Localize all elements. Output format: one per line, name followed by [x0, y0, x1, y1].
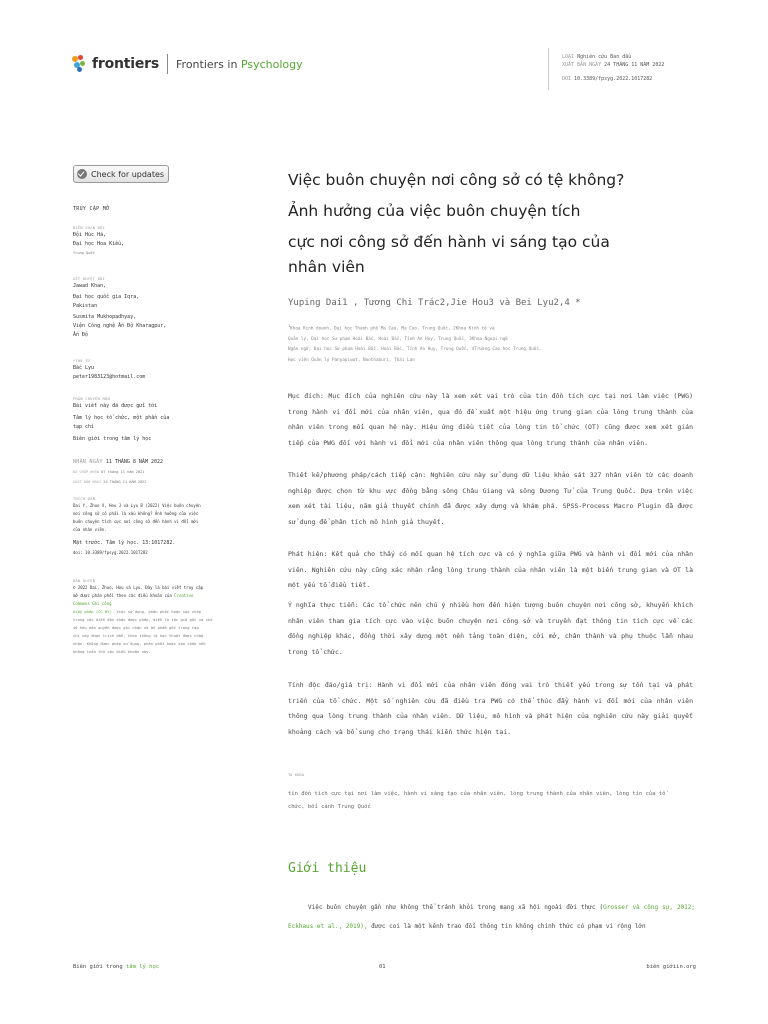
editor-name: Đội Húc Hà,	[73, 232, 107, 238]
citation-line: buôn chuyện tích cực nơi công sở đến hành vi đổi mới	[73, 519, 199, 524]
footer-site-link[interactable]: biên giớiin.org	[646, 964, 696, 970]
author-list: Yuping Dai1 , Tương Chi Trác2,Jie Hou3 và Bei Lyu2,4 *	[288, 298, 581, 308]
received-date	[73, 458, 223, 467]
citation-line: nơi công sở có phải là xấu không? Ảnh hưởng của việc	[73, 511, 199, 516]
check-for-updates-label: Check for updates	[91, 169, 165, 179]
license-line: trong các diễn đàn khác được phép, miễn là tác giả gốc và chủ	[73, 617, 213, 622]
reviewer-affiliation: Viện Công nghệ Ấn Độ Kharagpur,	[73, 323, 167, 329]
section-label: TRÍCH DẪN	[73, 497, 96, 501]
header-divider	[548, 48, 549, 90]
section-label: XÉT DUYỆT BỞI	[73, 277, 106, 281]
affiliation-line: Quản lý, Đại học Sư phạm Hoài Bắc, Hoài Bắc, Tỉnh An Huy, Trung Quốc, 3Khoa Ngoại ngữ	[288, 336, 508, 342]
edited-by-section	[73, 225, 223, 258]
checkmark-icon	[77, 169, 87, 179]
editor-country: Trung Quốc	[73, 251, 95, 255]
affiliations	[288, 321, 658, 366]
meta-key: XUẤT BẢN NGÀY	[562, 62, 602, 68]
journal-prefix: Frontiers in	[176, 57, 241, 71]
reviewer-name: Jawad Khan,	[73, 283, 107, 289]
license-line: sở hữu bản quyền được ghi nhận và ấn phẩm gốc trong tạp	[73, 625, 199, 630]
footer-prefix: Biên giới trong	[73, 964, 126, 970]
date-value: 24 THÁNG 11 NĂM 2022	[103, 480, 147, 484]
specialty-line: Tâm lý học tổ chức, một phần của	[73, 415, 170, 421]
abstract-implications: Ý nghĩa thực tiễn: Các tổ chức nên chú ý nhiều hơn đến hiện tượng buôn chuyện nơi công sở, khuyến khích nhân viên tham gia tích cực vào việc buôn chuyện nơi công sở và truyền đạt thông tin tích cực về các đồng nghiệp khác, đồng thời xây dựng một nền tảng toàn diện, cởi mở, chân thành và phụ thuộc lẫn nhau trong tổ chức.	[288, 601, 693, 656]
meta-value: 24 THÁNG 11 NĂM 2022	[604, 62, 665, 68]
logo-divider	[167, 54, 168, 74]
section-label: BIÊN SOẠN BỞI	[73, 226, 106, 230]
affiliation-line: Học viện Quản lý Panyapiwat, Nonthaburi, Thái Lan	[288, 357, 415, 363]
copyright-text: mở được phân phối theo các điều khoản của	[73, 593, 172, 598]
meta-key: DOI	[562, 76, 572, 82]
abstract-purpose: Mục đích: Mục đích của nghiên cứu này là xem xét vai trò của tin đồn tích cực tại nơi làm việc (PWG) trong hành vi đổi mới của nhân viên, qua đó đề xuất một hiệu ứng trung gian của lòng trung thành của nhân viên trong mối quan hệ này. Hiệu ứng điều tiết của lòng tin tổ chức (OT) cũng được xem xét gián tiếp của PWG đối với hành vi đổi mới của nhân viên thông qua lòng trung thành của nhân viên.	[288, 392, 693, 447]
affiliation-number: 1	[288, 324, 291, 328]
keywords: tin đồn tích cực tại nơi làm việc, hành vi sáng tạo của nhân viên, lòng trung thành của nhân viên, lòng tin của tổ chức, bối cảnh Trung Quốc	[288, 791, 666, 810]
date-label: XUẤT BẢN NGÀY	[73, 480, 102, 484]
journal-name	[176, 58, 303, 71]
brand-name: frontiers	[92, 56, 160, 72]
reviewer-affiliation: Đại học quốc gia Iqra,	[73, 294, 140, 300]
accepted-date	[73, 468, 223, 477]
section-label: BẢN QUYỀN	[73, 579, 96, 583]
article-title-line: nhân viên	[288, 258, 365, 276]
citation-line: Dai Y, Zhuo X, Hou J và Lyu B (2022) Việc buôn chuyện	[73, 503, 201, 508]
copyright-section	[73, 578, 223, 656]
doi	[562, 77, 652, 82]
introduction-heading: Giới thiệu	[288, 861, 367, 876]
introduction-paragraph	[288, 898, 695, 936]
license-line: chí này được trích dẫn, theo thông lệ học thuật được chấp	[73, 633, 204, 638]
specialty-line: Bài viết này đã được gửi tới	[73, 403, 158, 409]
meta-value: 10.3389/fpsyg.2022.1017282	[574, 76, 653, 82]
reviewed-by-section	[73, 276, 223, 340]
abstract-findings: Phát hiện: Kết quả cho thấy có mối quan hệ tích cực và có ý nghĩa giữa PWG và hành vi đổi mới của nhân viên. Nghiên cứu này cũng xác nhận rằng lòng trung thành của nhân viên là một biến trung gian và OT là một yếu tố điều tiết.	[288, 550, 693, 590]
abstract-design: Thiết kế/phương pháp/cách tiếp cận: Nghiên cứu này sử dụng dữ liệu khảo sát 327 nhân viên từ các doanh nghiệp được chọn từ khu vực đồng bằng sông Châu Giang và sông Dương Tử của Trung Quốc. Dựa trên việc xem xét tài liệu, năm giả thuyết chính đã được xây dựng và khám phá. SPSS-Process Macro Plugin đã được sử dụng để phân tích mô hình giả thuyết.	[288, 471, 693, 526]
frontiers-logo[interactable]	[72, 54, 303, 74]
article-title-line: Ảnh hưởng của việc buôn chuyện tích	[288, 202, 581, 220]
section-label: *THƯ TỪ	[73, 359, 91, 363]
article-title-line: cực nơi công sở đến hành vi sáng tạo của	[288, 233, 610, 251]
footer-journal-link[interactable]: tâm lý học	[125, 964, 160, 970]
open-access-label: TRUY CẬP MỞ	[73, 206, 110, 212]
article-type	[562, 55, 631, 60]
section-label: PHẦN CHUYÊN MÔN	[73, 397, 110, 401]
meta-value: Nghiên cứu Ban đầu	[577, 54, 632, 60]
specialty-line: Biên giới trong tâm lý học	[73, 436, 152, 442]
affiliation-line	[288, 321, 658, 335]
intro-text: Việc buôn chuyện gần như không thể tránh khỏi trong mạng xã hội ngoài đời thực (	[308, 904, 604, 911]
correspondence-section	[73, 358, 223, 382]
license-line: không tuân thủ các điều khoản này.	[73, 649, 151, 654]
page-number: 01	[379, 964, 386, 970]
published-date	[73, 478, 223, 487]
publish-date	[562, 63, 664, 68]
date-value: 07 tháng 11 năm 2021	[101, 470, 145, 474]
frontiers-logo-icon	[72, 55, 88, 73]
meta-key: LOẠI	[562, 54, 575, 60]
specialty-section	[73, 396, 223, 444]
specialty-line: tạp chí	[73, 424, 95, 430]
editor-affiliation: Đại học Hoa Kiều,	[73, 241, 125, 247]
citation-link[interactable]: Grosser và cộng sự, 2012; Eckhaus et al., 2019),	[288, 904, 696, 930]
date-label: NHẬN NGÀY	[73, 459, 103, 465]
check-for-updates-button[interactable]	[73, 165, 169, 183]
license-line: nhận. Không được phép sử dụng, phân phối hoặc sao chép nếu	[73, 641, 206, 646]
creative-commons-link[interactable]: Commons Ghi công	[73, 601, 112, 606]
correspondent-name: Bắc Lyu	[73, 365, 95, 371]
citation-section	[73, 496, 223, 557]
reviewer-country: Ấn Độ	[73, 332, 89, 338]
date-label: ĐÃ CHẤP NHẬN	[73, 470, 99, 474]
affiliation-text: Khoa Kinh doanh, Đại học Thành phố Ma Cao, Ma Cao, Trung Quốc, 2Khoa Kinh tế và	[290, 326, 495, 332]
creative-commons-link[interactable]: Creative	[174, 593, 194, 598]
copyright-line: © 2022 Dai, Zhuo, Hou và Lyu. Đây là bài viết truy cập	[73, 585, 204, 590]
correspondent-email[interactable]: peter1983123@hotmail.com	[73, 374, 146, 380]
intro-text: được coi là một kênh trao đổi thông tin không chính thức có phạm vi rộng lớn	[367, 923, 646, 930]
article-title-line: Việc buôn chuyện nơi công sở có tệ không?	[288, 171, 625, 189]
journal-subject: Psychology	[240, 57, 303, 71]
date-value: 11 THÁNG 8 NĂM 2022	[105, 459, 164, 465]
copyright-line	[73, 592, 223, 600]
affiliation-line: Ngôn ngữ, Đại học Sư phạm Hoài Bắc, Hoài Bắc, Tỉnh An Huy, Trung Quốc, 4Trường Cao học Trung Quốc,	[288, 347, 542, 353]
reviewer-country: Pakistan	[73, 303, 98, 309]
footer-journal	[73, 964, 159, 970]
keywords-label: TỪ KHÓA	[288, 772, 305, 777]
abstract-originality: Tính độc đáo/giá trị: Hành vi đổi mới của nhân viên đóng vai trò thiết yếu trong sự tồn tại và phát triển của tổ chức. Một số nghiên cứu đã điều tra PWG có thể thúc đẩy hành vi đổi mới của nhân viên thông qua lòng trung thành của nhân viên. Dữ liệu, mô hình và phát hiện của nghiên cứu này giải quyết khoảng cách và bổ sung cho trạng thái kiến thức hiện tại.	[288, 681, 693, 736]
license-text: . Việc sử dụng, phân phối hoặc sao chép	[111, 609, 202, 614]
license-line	[73, 608, 223, 616]
license-link[interactable]: Giấy phép (CC BY)	[73, 609, 112, 614]
citation-line: của nhân viên.	[73, 527, 107, 532]
citation-doi[interactable]: doi: 10.3389/fpsyg.2022.1017282	[73, 550, 148, 555]
citation-journal: Mặt trước. Tâm lý học. 13:1017282.	[73, 540, 176, 546]
reviewer-name: Susmita Mukhopadhyay,	[73, 314, 137, 320]
